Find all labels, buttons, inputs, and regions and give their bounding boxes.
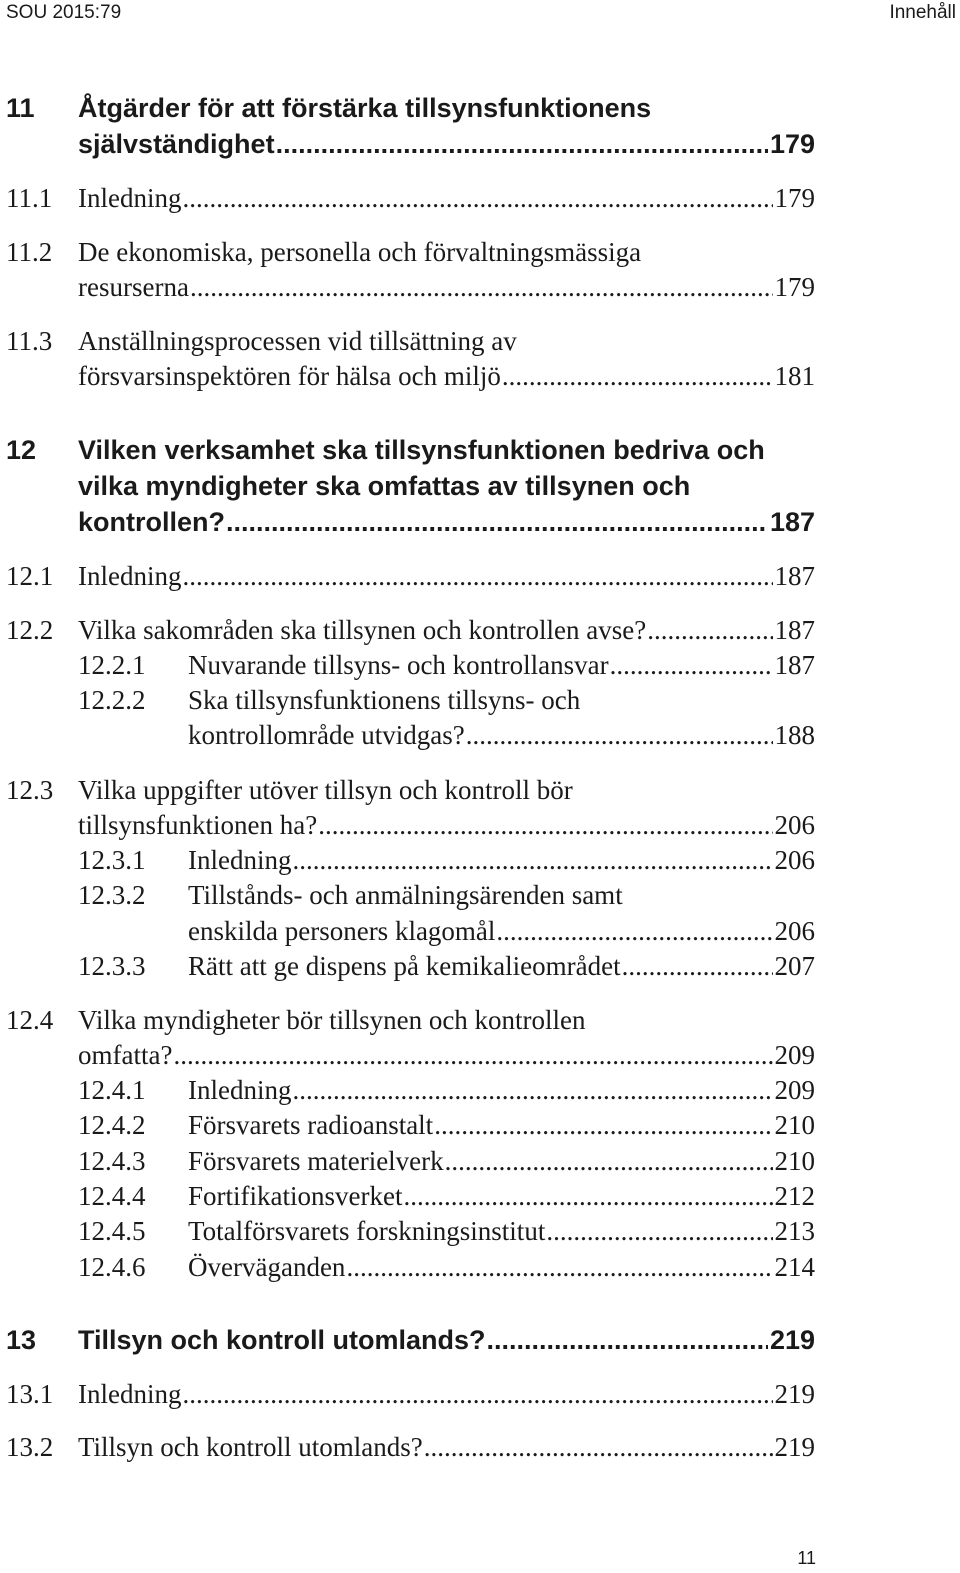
toc-entry-line	[78, 269, 815, 305]
toc-entry-line	[78, 504, 815, 540]
toc-entry-title: Vilka uppgifter utöver tillsyn och kontroll bör	[78, 775, 573, 805]
toc-entry-number: 12.2	[6, 615, 54, 645]
toc-entry-line	[78, 432, 765, 468]
toc-entry-number: 13.1	[6, 1379, 54, 1409]
toc-entry-page: 219	[774, 1379, 815, 1409]
toc-entry-page: 187	[774, 615, 815, 645]
toc-entry-page: 212	[774, 1181, 815, 1211]
toc-entry-title: försvarsinspektören för hälsa och miljö	[78, 361, 501, 391]
toc-entry-line	[78, 323, 517, 359]
toc-entry-title: Ska tillsynsfunktionens tillsyns- och	[188, 685, 581, 715]
toc-entry-line	[188, 1072, 815, 1108]
toc-entry-number: 12.3.3	[78, 951, 146, 981]
toc-entry-line	[188, 1107, 815, 1143]
toc-entry-line	[78, 234, 641, 270]
toc-entry-line	[78, 1037, 815, 1073]
toc-entry-number: 12.3.2	[78, 880, 146, 910]
toc-entry-number: 12.4.5	[78, 1216, 146, 1246]
page-number: 11	[797, 1548, 816, 1568]
toc-entry-page: 187	[774, 561, 815, 591]
toc-entry-title: självständighet	[78, 129, 275, 159]
toc-entry-title: Inledning	[78, 561, 182, 591]
toc-entry-page: 219	[769, 1325, 815, 1355]
dot-leader	[487, 1322, 768, 1358]
toc-entry-line	[78, 1322, 815, 1358]
toc-entry-title: Försvarets materielverk	[188, 1146, 444, 1176]
toc-entry-page: 179	[774, 272, 815, 302]
toc-entry-number: 11.3	[6, 326, 53, 356]
toc-entry-page: 188	[774, 720, 815, 750]
toc-entry-title: Vilka myndigheter bör tillsynen och kontrollen	[78, 1005, 586, 1035]
toc-entry-title: Inledning	[188, 1075, 292, 1105]
toc-entry-line	[188, 1249, 815, 1285]
toc-entry-title: tillsynsfunktionen ha?	[78, 810, 318, 840]
toc-entry-page: 214	[774, 1252, 815, 1282]
toc-entry-line	[188, 1143, 815, 1179]
toc-entry-line	[78, 468, 690, 504]
toc-entry-page: 179	[774, 183, 815, 213]
toc-entry-page: 206	[774, 916, 815, 946]
toc-entry-number: 11.2	[6, 237, 53, 267]
toc-entry-line	[188, 913, 815, 949]
dot-leader	[403, 1178, 772, 1214]
toc-entry-title: vilka myndigheter ska omfattas av tillsynen och	[78, 471, 691, 501]
toc-entry-line	[188, 1178, 815, 1214]
toc-entry-title: Överväganden	[188, 1252, 346, 1282]
toc-entry-line	[78, 180, 815, 216]
toc-entry-page: 219	[774, 1432, 815, 1462]
toc-entry-number: 12.2.2	[78, 685, 146, 715]
dot-leader	[190, 269, 773, 305]
dot-leader	[496, 913, 772, 949]
toc-entry-page: 179	[769, 129, 815, 159]
dot-leader	[182, 180, 772, 216]
toc-entry-title: kontrollen?	[78, 507, 225, 537]
toc-entry-line	[78, 358, 815, 394]
toc-entry-page: 206	[774, 810, 815, 840]
toc-entry-page: 207	[774, 951, 815, 981]
toc-entry-title: kontrollområde utvidgas?	[188, 720, 465, 750]
toc-entry-page: 210	[774, 1110, 815, 1140]
toc-entry-line	[188, 647, 815, 683]
toc-entry-title: Försvarets radioanstalt	[188, 1110, 434, 1140]
toc-entry-line	[188, 877, 623, 913]
toc-entry-line	[78, 772, 573, 808]
toc-entry-number: 12.3	[6, 775, 54, 805]
dot-leader	[318, 807, 772, 843]
toc-entry-title: Rätt att ge dispens på kemikalieområdet	[188, 951, 621, 981]
toc-entry-title: Åtgärder för att förstärka tillsynsfunktionens	[78, 93, 652, 123]
toc-entry-line	[78, 558, 815, 594]
toc-entry-title: omfatta?	[78, 1040, 173, 1070]
toc-entry-title: Inledning	[78, 1379, 182, 1409]
toc-entry-line	[78, 1002, 586, 1038]
toc-entry-number: 12.4.6	[78, 1252, 146, 1282]
toc-entry-line	[188, 1213, 815, 1249]
toc-entry-title: Vilken verksamhet ska tillsynsfunktionen bedriva och	[78, 435, 765, 465]
toc-entry-title: Inledning	[188, 845, 292, 875]
toc-entry-title: Tillstånds- och anmälningsärenden samt	[188, 880, 623, 910]
toc-entry-page: 187	[774, 650, 815, 680]
toc-entry-title: De ekonomiska, personella och förvaltningsmässiga	[78, 237, 642, 267]
dot-leader	[292, 842, 772, 878]
dot-leader	[622, 948, 773, 984]
toc-entry-number: 11.1	[6, 183, 53, 213]
toc-entry-number: 11	[6, 93, 35, 123]
dot-leader	[346, 1249, 772, 1285]
toc-entry-title: Fortifikationsverket	[188, 1181, 403, 1211]
toc-entry-title: resurserna	[78, 272, 189, 302]
dot-leader	[292, 1072, 772, 1108]
dot-leader	[445, 1143, 773, 1179]
dot-leader	[276, 126, 768, 162]
toc-entry-line	[188, 682, 580, 718]
toc-entry-number: 12.4.4	[78, 1181, 146, 1211]
running-header-left: SOU 2015:79	[6, 2, 122, 23]
toc-entry-number: 12.1	[6, 561, 54, 591]
toc-entry-page: 206	[774, 845, 815, 875]
dot-leader	[182, 1376, 772, 1412]
toc-entry-line	[78, 126, 815, 162]
toc-entry-number: 12.2.1	[78, 650, 146, 680]
toc-entry-page: 187	[769, 507, 815, 537]
dot-leader	[466, 717, 773, 753]
toc-entry-line	[188, 717, 815, 753]
toc-entry-title: Vilka sakområden ska tillsynen och kontrollen avse?	[78, 615, 647, 645]
dot-leader	[173, 1037, 772, 1073]
toc-entry-page: 210	[774, 1146, 815, 1176]
toc-entry-title: Tillsyn och kontroll utomlands?	[78, 1432, 423, 1462]
toc-entry-page: 209	[774, 1040, 815, 1070]
toc-entry-number: 12.4.1	[78, 1075, 146, 1105]
toc-entry-line	[78, 1376, 815, 1412]
dot-leader	[546, 1213, 772, 1249]
running-header-right: Innehåll	[889, 2, 956, 23]
dot-leader	[434, 1107, 772, 1143]
toc-entry-page: 209	[774, 1075, 815, 1105]
dot-leader	[182, 558, 772, 594]
toc-entry-line	[78, 1429, 815, 1465]
toc-entry-line	[78, 612, 815, 648]
dot-leader	[502, 358, 773, 394]
dot-leader	[647, 612, 772, 648]
toc-entry-line	[188, 948, 815, 984]
toc-entry-page: 213	[774, 1216, 815, 1246]
toc-entry-number: 13	[6, 1325, 37, 1355]
toc-entry-number: 12.4.3	[78, 1146, 146, 1176]
toc-entry-number: 12.3.1	[78, 845, 146, 875]
toc-entry-number: 12	[6, 435, 37, 465]
toc-entry-title: Nuvarande tillsyns- och kontrollansvar	[188, 650, 609, 680]
toc-entry-title: Tillsyn och kontroll utomlands?	[78, 1325, 486, 1355]
dot-leader	[610, 647, 773, 683]
toc-entry-number: 12.4	[6, 1005, 54, 1035]
toc-entry-number: 12.4.2	[78, 1110, 146, 1140]
dot-leader	[226, 504, 768, 540]
toc-entry-title: Totalförsvarets forskningsinstitut	[188, 1216, 546, 1246]
toc-entry-line	[78, 90, 651, 126]
dot-leader	[424, 1429, 773, 1465]
toc-entry-line	[78, 807, 815, 843]
toc-entry-title: enskilda personers klagomål	[188, 916, 496, 946]
toc-entry-number: 13.2	[6, 1432, 54, 1462]
toc-entry-line	[188, 842, 815, 878]
toc-entry-title: Inledning	[78, 183, 182, 213]
toc-entry-title: Anställningsprocessen vid tillsättning av	[78, 326, 517, 356]
toc-entry-page: 181	[774, 361, 815, 391]
